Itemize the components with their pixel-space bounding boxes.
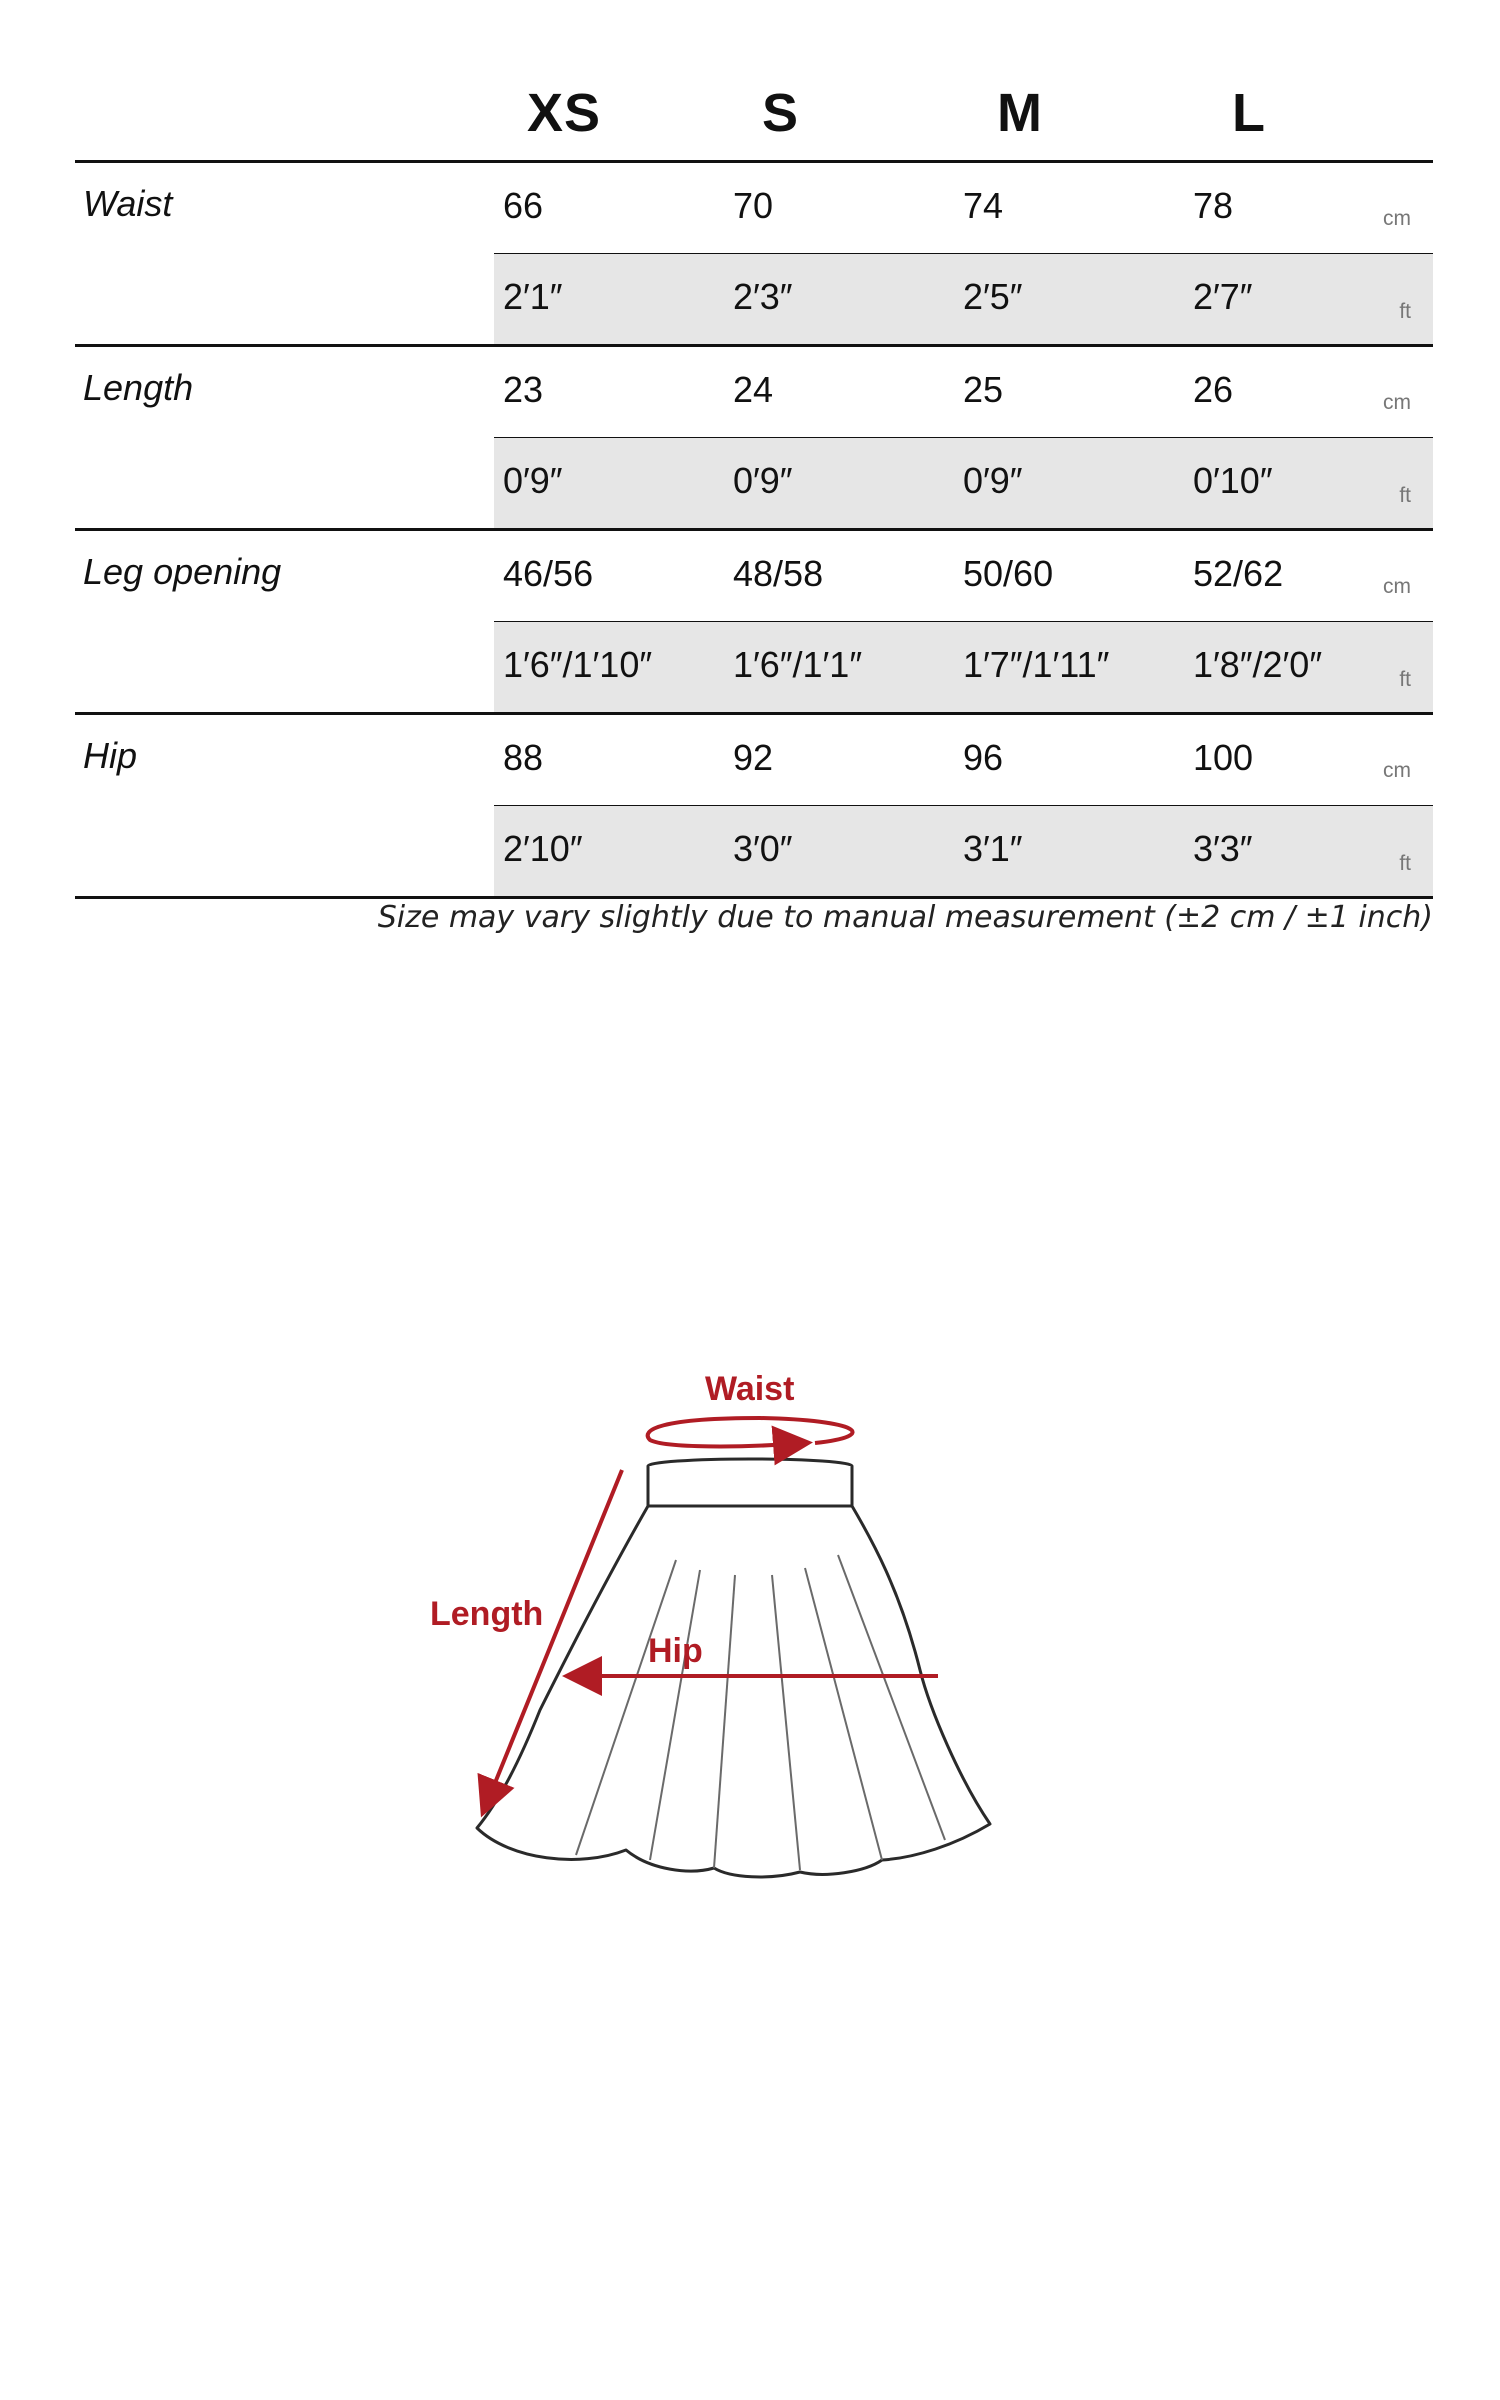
measurement-label: Waist <box>83 183 173 224</box>
skirt-measurement-diagram <box>0 1340 1500 1920</box>
measurement-label: Hip <box>83 735 138 776</box>
size-header-row <box>75 60 1433 163</box>
cell-xs: 23 <box>503 369 544 410</box>
cell-xs: 46/56 <box>503 553 594 594</box>
cell-xs: 2′10″ <box>503 828 583 869</box>
unit-ft: ft <box>1399 668 1411 691</box>
cell-xs: 0′9″ <box>503 460 563 501</box>
size-chart-table <box>75 60 1433 899</box>
unit-cm: cm <box>1383 207 1411 230</box>
length-label: Length <box>430 1595 544 1633</box>
cell-m: 25 <box>963 369 1004 410</box>
unit-ft: ft <box>1399 484 1411 507</box>
cell-m: 2′5″ <box>963 276 1023 317</box>
size-header-s: S <box>762 83 800 143</box>
measurement-note: Size may vary slightly due to manual measurement (±2 cm / ±1 inch) <box>377 900 1433 935</box>
cell-xs: 66 <box>503 185 544 226</box>
unit-ft: ft <box>1399 852 1411 875</box>
hip-label: Hip <box>648 1632 703 1670</box>
cell-xs: 88 <box>503 737 544 778</box>
cell-s: 70 <box>733 185 774 226</box>
cell-l: 26 <box>1193 369 1234 410</box>
cell-l: 52/62 <box>1193 553 1284 594</box>
cm-row <box>494 531 1433 623</box>
measurement-label: Leg opening <box>83 551 282 592</box>
cell-xs: 1′6″/1′10″ <box>503 644 653 685</box>
cell-s: 0′9″ <box>733 460 793 501</box>
cell-s: 2′3″ <box>733 276 793 317</box>
cell-s: 3′0″ <box>733 828 793 869</box>
measurement-group-hip <box>75 715 1433 899</box>
waistband <box>648 1466 852 1510</box>
waist-label: Waist <box>705 1370 795 1408</box>
cell-xs: 2′1″ <box>503 276 563 317</box>
cell-m: 3′1″ <box>963 828 1023 869</box>
measurement-label: Length <box>83 367 194 408</box>
cell-s: 92 <box>733 737 774 778</box>
cell-l: 2′7″ <box>1193 276 1253 317</box>
cm-row <box>494 347 1433 439</box>
waist-arrow <box>648 1418 853 1446</box>
ft-row <box>494 806 1433 896</box>
cell-m: 50/60 <box>963 553 1054 594</box>
unit-cm: cm <box>1383 759 1411 782</box>
measurement-group-length <box>75 347 1433 531</box>
size-header-l: L <box>1232 83 1266 143</box>
unit-ft: ft <box>1399 300 1411 323</box>
cell-s: 1′6″/1′1″ <box>733 644 863 685</box>
ft-row <box>494 254 1433 344</box>
size-header-xs: XS <box>527 83 602 143</box>
cell-l: 0′10″ <box>1193 460 1273 501</box>
skirt-body <box>477 1506 990 1877</box>
skirt-illustration <box>477 1459 990 1877</box>
cell-m: 96 <box>963 737 1004 778</box>
cell-m: 1′7″/1′11″ <box>963 644 1110 685</box>
cell-l: 3′3″ <box>1193 828 1253 869</box>
size-header-m: M <box>997 83 1043 143</box>
cell-s: 24 <box>733 369 774 410</box>
cell-l: 1′8″/2′0″ <box>1193 644 1323 685</box>
unit-cm: cm <box>1383 391 1411 414</box>
cell-m: 0′9″ <box>963 460 1023 501</box>
cm-row <box>494 715 1433 807</box>
unit-cm: cm <box>1383 575 1411 598</box>
measurement-group-leg-opening <box>75 531 1433 715</box>
cell-l: 100 <box>1193 737 1254 778</box>
cell-s: 48/58 <box>733 553 824 594</box>
measurement-group-waist <box>75 163 1433 347</box>
cm-row <box>494 163 1433 255</box>
ft-row <box>494 622 1433 712</box>
waist-measure-indicator <box>648 1370 853 1446</box>
cell-l: 78 <box>1193 185 1234 226</box>
cell-m: 74 <box>963 185 1004 226</box>
ft-row <box>494 438 1433 528</box>
